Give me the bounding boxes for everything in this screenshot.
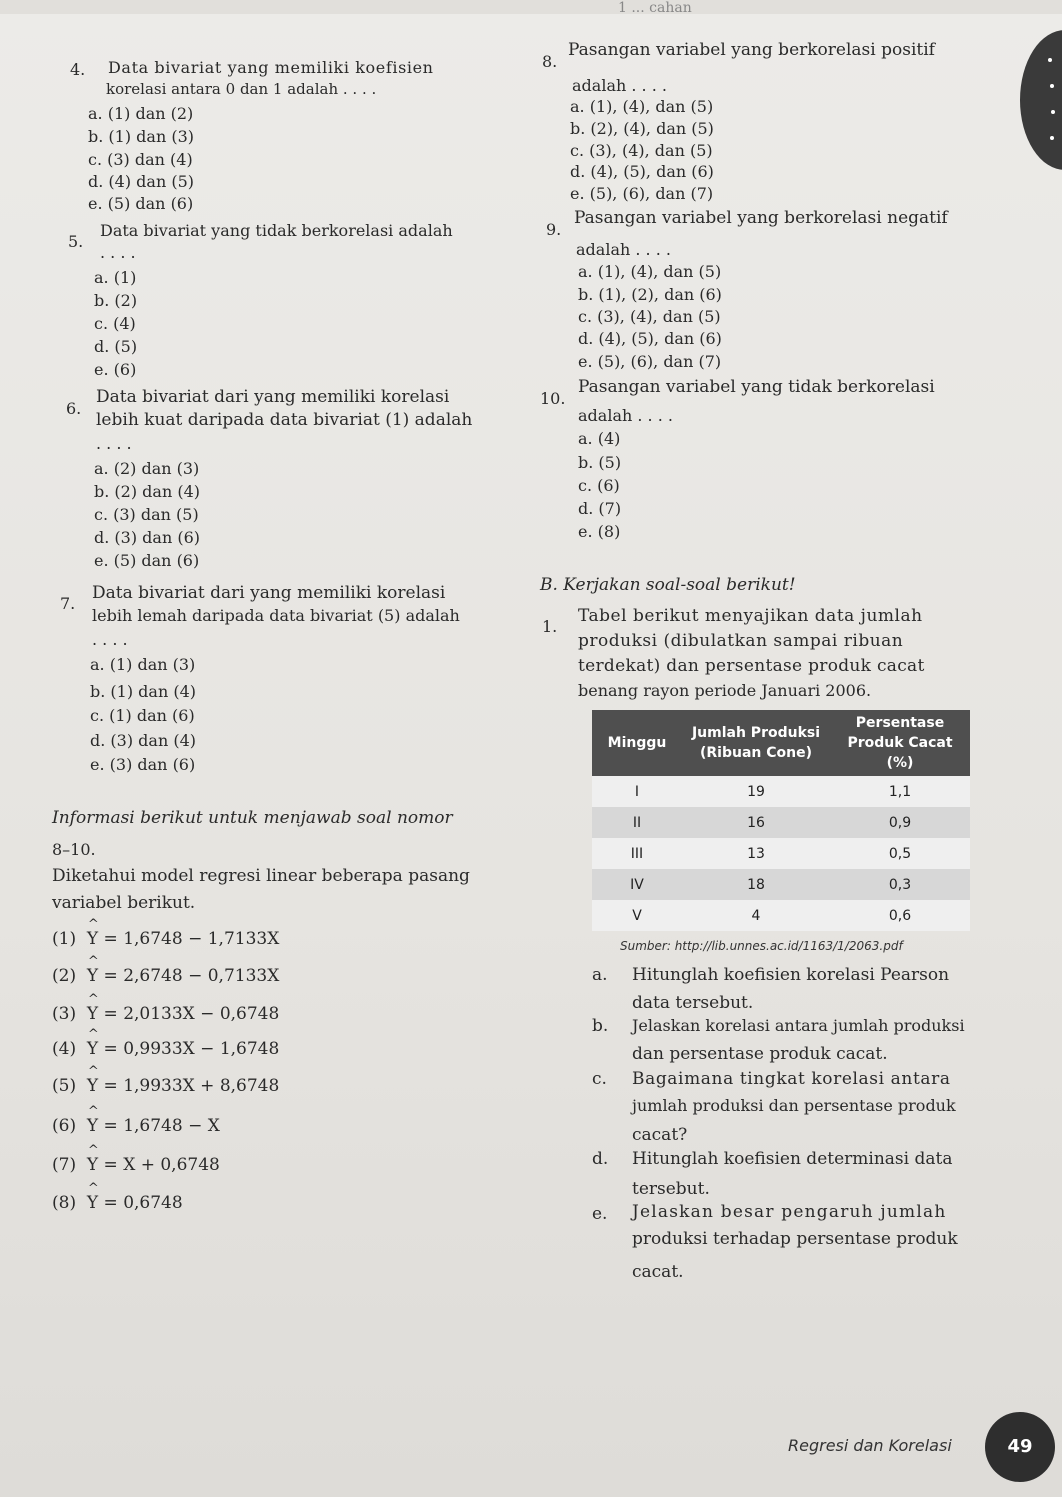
question-text: Pasangan variabel yang berkorelasi negatif bbox=[574, 208, 948, 228]
regression-equation: (6) ^ Y = 1,6748 − X bbox=[52, 1116, 220, 1136]
regression-equation: (3) ^ Y = 2,0133X − 0,6748 bbox=[52, 1004, 279, 1024]
regression-equation: (5) ^ Y = 1,9933X + 8,6748 bbox=[52, 1076, 279, 1096]
option: a. (4) bbox=[578, 429, 621, 448]
y-hat: ^ Y bbox=[87, 1193, 98, 1213]
intro-text: variabel berikut. bbox=[52, 893, 196, 913]
data-table bbox=[592, 710, 970, 931]
y-hat: ^ Y bbox=[87, 929, 98, 949]
option: d. (4), (5), dan (6) bbox=[578, 329, 722, 348]
option: a. (2) dan (3) bbox=[94, 459, 200, 478]
table-row bbox=[592, 776, 970, 807]
question-text: Data bivariat yang memiliki koefisien bbox=[108, 58, 434, 77]
option: b. (5) bbox=[578, 453, 622, 472]
option: c. (3), (4), dan (5) bbox=[578, 307, 721, 326]
y-hat: ^ Y bbox=[87, 1116, 98, 1136]
option: b. (2) dan (4) bbox=[94, 482, 200, 501]
question-text: Pasangan variabel yang berkorelasi positif bbox=[568, 40, 935, 60]
regression-equation: (1) ^ Y = 1,6748 − 1,7133X bbox=[52, 929, 279, 949]
y-hat: ^ Y bbox=[87, 1004, 98, 1024]
question-text: terdekat) dan persentase produk cacat bbox=[578, 656, 925, 676]
page-number: 49 bbox=[985, 1412, 1055, 1482]
option: d. (7) bbox=[578, 499, 622, 518]
option: d. (3) dan (6) bbox=[94, 528, 200, 547]
option: d. (3) dan (4) bbox=[90, 731, 196, 750]
regression-equation: (4) ^ Y = 0,9933X − 1,6748 bbox=[52, 1039, 279, 1059]
question-text: lebih lemah daripada data bivariat (5) adalah bbox=[92, 606, 460, 625]
subquestion-label: e. bbox=[592, 1204, 608, 1224]
question-number: 8. bbox=[542, 52, 558, 71]
question-text: adalah . . . . bbox=[576, 240, 671, 259]
option: e. (5), (6), dan (7) bbox=[578, 352, 722, 371]
question-text: Tabel berikut menyajikan data jumlah bbox=[578, 606, 923, 626]
table-row bbox=[592, 869, 970, 900]
question-number: 1. bbox=[542, 617, 558, 636]
table-cell: 0,3 bbox=[830, 869, 970, 900]
option: a. (1), (4), dan (5) bbox=[578, 262, 722, 281]
table-cell: 0,9 bbox=[830, 807, 970, 838]
question-number: 4. bbox=[70, 60, 86, 79]
header-scribble: 1 ... cahan bbox=[618, 0, 692, 16]
regression-equation: (2) ^ Y = 2,6748 − 0,7133X bbox=[52, 966, 279, 986]
table-cell: 13 bbox=[682, 838, 830, 869]
option: e. (5) dan (6) bbox=[94, 551, 200, 570]
option: a. (1) bbox=[94, 268, 137, 287]
option: b. (2) bbox=[94, 291, 138, 310]
table-cell: 19 bbox=[682, 776, 830, 807]
y-hat: ^ Y bbox=[87, 1155, 98, 1175]
subquestion-text: tersebut. bbox=[632, 1179, 710, 1199]
option: e. (6) bbox=[94, 360, 137, 379]
table-cell: 18 bbox=[682, 869, 830, 900]
option: b. (1) dan (3) bbox=[88, 127, 194, 146]
subquestion-text: cacat. bbox=[632, 1262, 684, 1282]
question-text: . . . . bbox=[100, 243, 136, 262]
question-text: . . . . bbox=[92, 630, 128, 649]
option: c. (4) bbox=[94, 314, 136, 333]
subquestion-text: produksi terhadap persentase produk bbox=[632, 1229, 958, 1249]
option: c. (1) dan (6) bbox=[90, 706, 195, 725]
option: b. (1) dan (4) bbox=[90, 682, 196, 701]
subquestion-text: cacat? bbox=[632, 1125, 688, 1145]
regression-equation: (7) ^ Y = X + 0,6748 bbox=[52, 1155, 220, 1175]
question-text: benang rayon periode Januari 2006. bbox=[578, 681, 872, 700]
table-cell: 0,5 bbox=[830, 838, 970, 869]
question-number: 5. bbox=[68, 232, 84, 251]
option: e. (5) dan (6) bbox=[88, 194, 194, 213]
subquestion-text: Jelaskan korelasi antara jumlah produksi bbox=[632, 1016, 965, 1035]
question-text: . . . . bbox=[96, 434, 132, 453]
table-row bbox=[592, 807, 970, 838]
table-cell: I bbox=[592, 776, 682, 807]
option: e. (5), (6), dan (7) bbox=[570, 184, 714, 203]
option: b. (1), (2), dan (6) bbox=[578, 285, 722, 304]
table-cell: II bbox=[592, 807, 682, 838]
subquestion-text: data tersebut. bbox=[632, 993, 754, 1013]
table-cell: 4 bbox=[682, 900, 830, 931]
question-text: Data bivariat dari yang memiliki korelasi bbox=[96, 387, 450, 407]
y-hat: ^ Y bbox=[87, 1076, 98, 1096]
subquestion-label: a. bbox=[592, 965, 608, 985]
option: c. (3), (4), dan (5) bbox=[570, 141, 713, 160]
intro-text: Diketahui model regresi linear beberapa pasang bbox=[52, 866, 470, 886]
question-text: korelasi antara 0 dan 1 adalah . . . . bbox=[106, 80, 377, 98]
y-hat: ^ Y bbox=[87, 1039, 98, 1059]
option: e. (3) dan (6) bbox=[90, 755, 196, 774]
section-heading: B. Kerjakan soal-soal berikut! bbox=[540, 575, 796, 595]
question-text: Data bivariat yang tidak berkorelasi adalah bbox=[100, 221, 453, 240]
subquestion-text: Hitunglah koefisien determinasi data bbox=[632, 1149, 953, 1169]
decorative-dot bbox=[1051, 110, 1055, 114]
question-number: 7. bbox=[60, 594, 76, 613]
top-edge bbox=[0, 0, 1062, 14]
option: a. (1), (4), dan (5) bbox=[570, 97, 714, 116]
question-number: 9. bbox=[546, 220, 562, 239]
question-text: Data bivariat dari yang memiliki korelasi bbox=[92, 583, 446, 603]
question-text: produksi (dibulatkan sampai ribuan bbox=[578, 631, 904, 651]
table-header: Jumlah Produksi (Ribuan Cone) bbox=[682, 710, 830, 776]
table-cell: IV bbox=[592, 869, 682, 900]
option: e. (8) bbox=[578, 522, 621, 541]
table-cell: III bbox=[592, 838, 682, 869]
table-row bbox=[592, 900, 970, 931]
table-header: Minggu bbox=[592, 710, 682, 776]
table-source: Sumber: http://lib.unnes.ac.id/1163/1/2063.pdf bbox=[620, 939, 903, 953]
table-cell: 16 bbox=[682, 807, 830, 838]
subquestion-text: Jelaskan besar pengaruh jumlah bbox=[632, 1202, 947, 1222]
table-cell: 1,1 bbox=[830, 776, 970, 807]
decorative-dot bbox=[1048, 58, 1052, 62]
question-text: Pasangan variabel yang tidak berkorelasi bbox=[578, 377, 935, 397]
option: d. (4) dan (5) bbox=[88, 172, 194, 191]
decorative-dot bbox=[1050, 84, 1054, 88]
option: d. (4), (5), dan (6) bbox=[570, 162, 714, 181]
table-header: Persentase Produk Cacat (%) bbox=[830, 710, 970, 776]
chapter-title: Regresi dan Korelasi bbox=[788, 1436, 952, 1455]
subquestion-label: b. bbox=[592, 1016, 609, 1036]
option: b. (2), (4), dan (5) bbox=[570, 119, 714, 138]
question-text: adalah . . . . bbox=[572, 76, 667, 95]
option: d. (5) bbox=[94, 337, 138, 356]
info-text: Informasi berikut untuk menjawab soal nomor bbox=[52, 808, 453, 828]
subquestion-text: Hitunglah koefisien korelasi Pearson bbox=[632, 965, 950, 985]
regression-equation: (8) ^ Y = 0,6748 bbox=[52, 1193, 183, 1213]
question-text: adalah . . . . bbox=[578, 406, 673, 425]
option: c. (6) bbox=[578, 476, 620, 495]
option: c. (3) dan (4) bbox=[88, 150, 193, 169]
table-cell: 0,6 bbox=[830, 900, 970, 931]
question-text: lebih kuat daripada data bivariat (1) adalah bbox=[96, 410, 473, 430]
option: c. (3) dan (5) bbox=[94, 505, 199, 524]
table-row bbox=[592, 838, 970, 869]
y-hat: ^ Y bbox=[87, 966, 98, 986]
option: a. (1) dan (3) bbox=[90, 655, 196, 674]
decorative-dot bbox=[1050, 136, 1054, 140]
subquestion-label: c. bbox=[592, 1069, 607, 1089]
question-number: 6. bbox=[66, 399, 82, 418]
table-header-row bbox=[592, 710, 970, 776]
subquestion-text: Bagaimana tingkat korelasi antara bbox=[632, 1069, 951, 1089]
info-text: 8–10. bbox=[52, 840, 96, 859]
table-cell: V bbox=[592, 900, 682, 931]
subquestion-text: jumlah produksi dan persentase produk bbox=[632, 1096, 956, 1115]
question-number: 10. bbox=[540, 389, 566, 408]
option: a. (1) dan (2) bbox=[88, 104, 194, 123]
subquestion-text: dan persentase produk cacat. bbox=[632, 1044, 888, 1064]
subquestion-label: d. bbox=[592, 1149, 609, 1169]
